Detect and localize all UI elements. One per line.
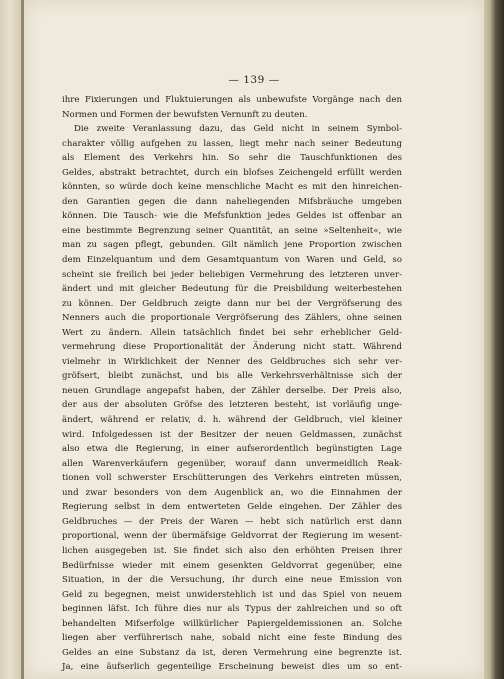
body-text [62, 93, 402, 675]
text-line: wird. Infolgedessen ist der Besitzer der neuen Geldmassen, zunächst [62, 429, 402, 440]
text-line: Die zweite Veranlassung dazu, das Geld nicht in seinem Symbol- [74, 124, 402, 135]
text-line: liegen aber verführerisch nahe, sobald nicht eine feste Bindung des [62, 633, 402, 644]
text-line: können. Die Tausch- wie die Mefsfunktion jedes Geldes ist offenbar an [62, 211, 402, 222]
text-line: zu können. Der Geldbruch zeigte dann nur bei der Vergröfserung des [62, 298, 402, 309]
text-line: als Element des Verkehrs hin. So sehr die Tauschfunktionen des [62, 153, 402, 164]
text-line: dem Einzelquantum und dem Gesamtquantum von Waren und Geld, so [62, 255, 402, 266]
text-line: gröfsert, bleibt zunächst, und bis alle Verkehrsverhältnisse sich der [62, 371, 402, 382]
text-line: behandelten Mifserfolge willkürlicher Papiergeldemissionen an. Solche [62, 618, 402, 629]
text-line: Geldbruches — der Preis der Waren — hebt sich natürlich erst dann [62, 516, 402, 527]
text-line: der aus der absoluten Gröfse des letzteren besteht, ist vorläufig unge- [62, 400, 402, 411]
text-line: könnten, so würde doch keine menschliche Macht es mit den hinreichen- [62, 182, 402, 193]
text-line: ändert und mit gleicher Bedeutung für die Preisbildung weiterbestehen [62, 284, 402, 295]
text-line: eine bestimmte Begrenzung seiner Quantität, an seine »Seltenheit«, wie [62, 225, 402, 236]
text-line: lichen ausgegeben ist. Sie findet sich also den erhöhten Preisen ihrer [62, 545, 402, 556]
text-line: Situation, in der die Versuchung, ihr durch eine neue Emission von [62, 575, 402, 586]
text-line: tionen voll schwerster Erschütterungen des Verkehrs eintreten müssen, [62, 473, 402, 484]
text-line: man zu sagen pflegt, gebunden. Gilt nämlich jene Proportion zwischen [62, 240, 402, 251]
text-line: Bedürfnisse wieder mit einem gesenkten Geldvorrat gegenüber, eine [62, 560, 402, 571]
text-line: und zwar besonders von dem Augenblick an, wo die Einnahmen der [62, 487, 402, 498]
text-line: scheint sie freilich bei jeder beliebigen Vermehrung des letzteren unver- [62, 269, 402, 280]
text-line: beginnen läfst. Ich führe dies nur als Typus der zahlreichen und so oft [62, 604, 402, 615]
text-line: Ja, eine äufserlich gegenteilige Erscheinung beweist dies um so ent- [62, 662, 402, 673]
text-line: Regierung selbst in dem entwerteten Gelde eingehen. Der Zähler des [62, 502, 402, 513]
text-line: Geldes an eine Substanz da ist, deren Vermehrung eine begrenzte ist. [62, 647, 402, 658]
text-line: Nenners auch die proportionale Vergröfserung des Zählers, ohne seinen [62, 313, 402, 324]
text-line: allen Warenverkäufern gegenüber, worauf dann unvermeidlich Reak- [62, 458, 402, 469]
text-line: neuen Grundlage angepafst haben, der Zähler derselbe. Der Preis also, [62, 385, 402, 396]
text-line: Normen und Formen der bewufsten Vernunft zu deuten. [62, 109, 308, 120]
facing-page-edge [0, 0, 24, 679]
text-line: den Garantien gegen die dann naheliegenden Mifsbräuche umgeben [62, 196, 402, 207]
text-line: vermehrung diese Proportionalität der Änderung nicht statt. Während [62, 342, 402, 353]
text-line: Geld zu begegnen, meist unwiderstehlich ist und das Spiel von neuem [62, 589, 402, 600]
page-stack-edge [484, 0, 504, 679]
text-line: Wert zu ändern. Allein tatsächlich findet bei sehr erheblicher Geld- [62, 327, 402, 338]
text-line: ihre Fixierungen und Fluktuierungen als unbewufste Vorgänge nach den [62, 95, 402, 105]
text-line: also etwa die Regierung, in einer aufserordentlich begünstigten Lage [62, 444, 402, 455]
text-line: Geldes, abstrakt betrachtet, durch ein blofses Zeichengeld erfüllt werden [62, 167, 402, 178]
text-line: proportional, wenn der übermäfsige Geldvorrat der Regierung im wesent- [62, 531, 402, 542]
page-number: — 139 — [228, 74, 280, 86]
book-page [24, 0, 484, 679]
text-line: charakter völlig aufgehen zu lassen, liegt mehr nach seiner Bedeutung [62, 138, 402, 149]
text-line: ändert, während er relativ, d. h. während der Geldbruch, viel kleiner [62, 415, 402, 426]
text-line: vielmehr in Wirklichkeit der Nenner des Geldbruches sich sehr ver- [62, 356, 402, 367]
